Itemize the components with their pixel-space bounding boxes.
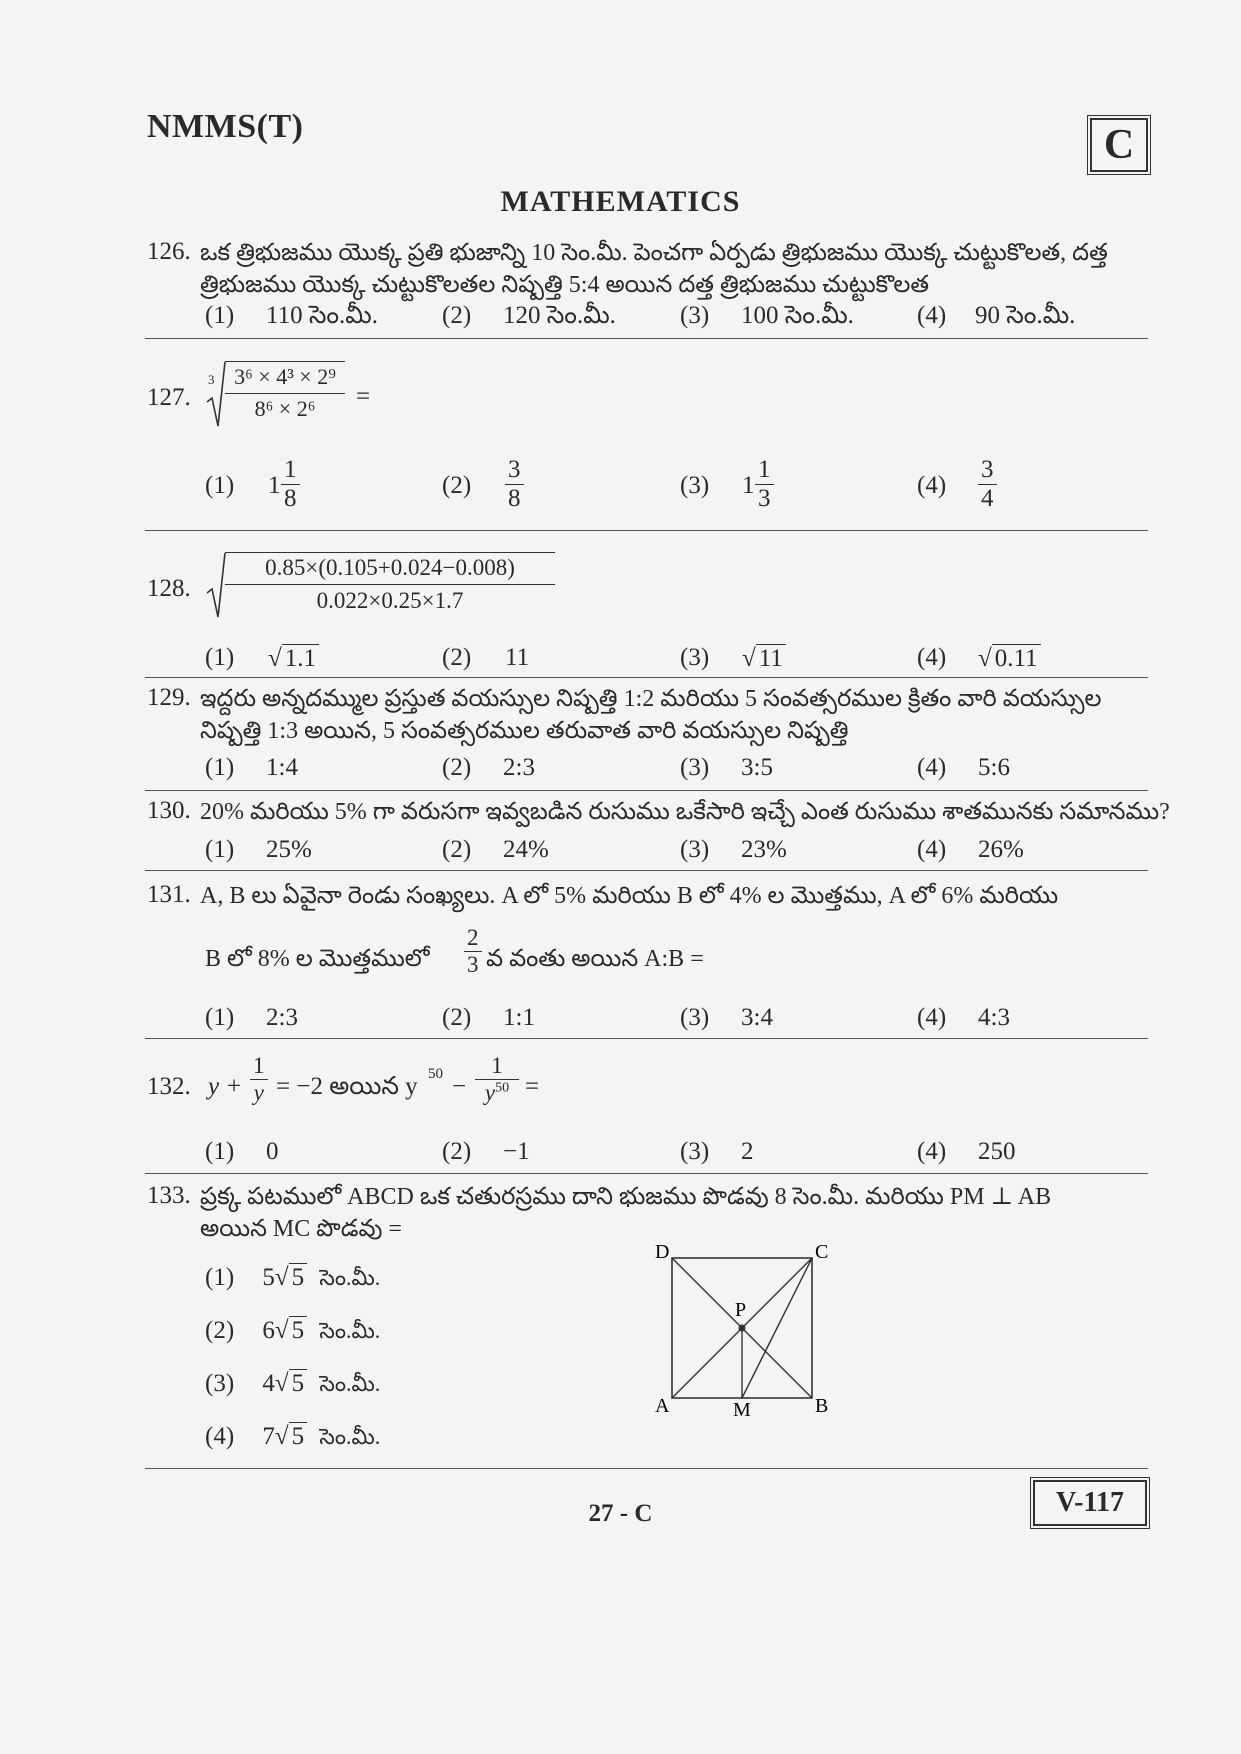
option-2: 1:1	[503, 1004, 535, 1031]
numerator: 1	[281, 456, 300, 485]
divider	[145, 677, 1148, 678]
label-b: B	[815, 1395, 829, 1417]
option-number: (2)	[442, 302, 472, 329]
label-a: A	[655, 1395, 670, 1417]
label-d: D	[655, 1241, 670, 1263]
label-p: P	[735, 1299, 747, 1321]
option-1: √ 1.1	[268, 644, 319, 673]
option-2: 11	[505, 644, 530, 671]
option-1: (1) 5√ 5 సెం.మీ.	[205, 1264, 381, 1291]
equals-sign: =	[356, 383, 371, 410]
question-number: 127.	[147, 384, 191, 411]
numerator: 0.85×(0.105+0.024−0.008)	[225, 553, 555, 585]
option-4: 5:6	[978, 754, 1010, 781]
radicand: 5	[289, 1422, 308, 1451]
booklet-code: V-117	[1033, 1480, 1147, 1526]
coefficient: 5	[262, 1264, 275, 1291]
numerator: 3	[978, 456, 997, 485]
radicand	[225, 361, 345, 422]
expression-part: y +	[208, 1073, 243, 1100]
divider	[145, 1468, 1148, 1469]
denominator: y	[253, 1080, 264, 1105]
unit: సెం.మీ.	[319, 1318, 381, 1343]
coefficient: 6	[262, 1317, 275, 1344]
question-text: A, B లు ఏవైనా రెండు సంఖ్యలు. A లో 5% మరియు B లో 4% ల మొత్తము, A లో 6% మరియు	[200, 883, 1059, 909]
divider	[145, 1038, 1148, 1039]
option-2: −1	[503, 1138, 530, 1165]
option-number: (2)	[205, 1317, 235, 1344]
option-1: 110 సెం.మీ.	[266, 302, 378, 329]
option-2: (2) 6√ 5 సెం.మీ.	[205, 1317, 381, 1344]
option-4: (4) 7√ 5 సెం.మీ.	[205, 1423, 381, 1450]
option-3: 23%	[741, 836, 787, 863]
option-number: (2)	[442, 1138, 472, 1165]
option-1: 2:3	[266, 1004, 298, 1031]
option-4: 26%	[978, 836, 1024, 863]
option-number: (1)	[205, 1264, 235, 1291]
question-number: 131.	[147, 881, 191, 908]
option-number: (2)	[442, 472, 472, 499]
option-number: (1)	[205, 754, 235, 781]
denominator: 8	[508, 485, 521, 512]
option-number: (3)	[680, 836, 710, 863]
option-1-whole: 1	[268, 472, 281, 499]
option-number: (1)	[205, 302, 235, 329]
radical-sign-icon	[206, 360, 226, 428]
unit: సెం.మీ.	[319, 1371, 381, 1396]
radicand: 11	[756, 644, 786, 673]
option-number: (2)	[442, 836, 472, 863]
option-number: (4)	[917, 836, 947, 863]
option-number: (1)	[205, 836, 235, 863]
radicand: 1.1	[282, 644, 319, 673]
option-number: (1)	[205, 644, 235, 671]
option-number: (3)	[680, 644, 710, 671]
question-number: 128.	[147, 575, 191, 602]
radicand: 5	[289, 1263, 308, 1292]
divider	[145, 1173, 1148, 1174]
option-number: (1)	[205, 472, 235, 499]
option-4: 4:3	[978, 1004, 1010, 1031]
question-text: B లో 8% ల మొత్తములో	[205, 946, 430, 972]
option-3: 3:5	[741, 754, 773, 781]
divider	[145, 530, 1148, 531]
coefficient: 4	[262, 1370, 275, 1397]
unit: సెం.మీ.	[319, 1424, 381, 1449]
radicand	[225, 552, 555, 614]
question-number: 126.	[147, 238, 191, 265]
option-3: √ 11	[742, 644, 786, 673]
option-number: (1)	[205, 1004, 235, 1031]
question-text: నిష్పత్తి 1:3 అయిన, 5 సంవత్సరముల తరువాత వారి వయస్సుల నిష్పత్తి	[200, 718, 849, 744]
option-3-fraction	[755, 456, 774, 513]
option-number: (3)	[680, 754, 710, 781]
option-number: (4)	[917, 644, 947, 671]
option-number: (4)	[917, 302, 947, 329]
subject-title: MATHEMATICS	[500, 185, 741, 218]
question-text: ఒక త్రిభుజము యొక్క ప్రతి భుజాన్ని 10 సెం.మీ. పెంచగా ఏర్పడు త్రిభుజము యొక్క చుట్టుకొలత, దత్త	[200, 240, 1108, 266]
question-number: 132.	[147, 1073, 191, 1100]
numerator: 3⁶ × 4³ × 2⁹	[225, 362, 345, 394]
option-number: (3)	[205, 1370, 235, 1397]
point-p	[739, 1325, 746, 1332]
question-number: 133.	[147, 1182, 191, 1209]
divider	[145, 790, 1148, 791]
exam-code: NMMS(T)	[147, 108, 304, 145]
square-diagram	[645, 1240, 845, 1420]
numerator: 2	[464, 925, 482, 952]
question-number: 129.	[147, 684, 191, 711]
option-number: (4)	[917, 472, 947, 499]
denominator: 4	[981, 485, 994, 512]
option-3: 2	[741, 1138, 754, 1165]
denominator: 8⁶ × 2⁶	[254, 396, 316, 421]
option-1: 1:4	[266, 754, 298, 781]
option-number: (2)	[442, 1004, 472, 1031]
unit: సెం.మీ.	[319, 1265, 381, 1290]
exponent: 50	[495, 1080, 510, 1096]
denominator: 3	[467, 952, 479, 977]
root-index: 3	[208, 372, 215, 387]
question-text: త్రిభుజము యొక్క చుట్టుకొలతల నిష్పత్తి 5:4 అయిన దత్త త్రిభుజము చుట్టుకొలత	[200, 272, 930, 298]
option-number: (2)	[442, 644, 472, 671]
fraction	[475, 1053, 519, 1106]
radicand: 0.11	[992, 644, 1041, 673]
option-number: (4)	[205, 1423, 235, 1450]
option-4: 90 సెం.మీ.	[975, 302, 1076, 329]
set-code-box: C	[1090, 118, 1148, 172]
denominator: 0.022×0.25×1.7	[316, 588, 464, 613]
option-2: 24%	[503, 836, 549, 863]
fraction	[464, 925, 482, 978]
numerator: 1	[250, 1053, 268, 1080]
option-number: (4)	[917, 1004, 947, 1031]
radicand: 5	[289, 1316, 308, 1345]
expression-part: = −2 అయిన y	[276, 1073, 418, 1100]
option-number: (4)	[917, 1138, 947, 1165]
numerator: 1	[755, 456, 774, 485]
question-text: వ వంతు అయిన A:B =	[486, 946, 704, 972]
option-number: (3)	[680, 302, 710, 329]
option-2: 120 సెం.మీ.	[503, 302, 616, 329]
option-3-whole: 1	[742, 472, 755, 499]
option-number: (3)	[680, 1004, 710, 1031]
option-number: (4)	[917, 754, 947, 781]
numerator: 1	[475, 1053, 519, 1080]
denominator: y	[484, 1080, 496, 1105]
question-number: 130.	[147, 797, 191, 824]
question-text: ప్రక్క పటములో ABCD ఒక చతురస్రము దాని భుజము పొడవు 8 సెం.మీ. మరియు PM ⊥ AB	[200, 1184, 1052, 1210]
denominator: 8	[284, 485, 297, 512]
option-1-fraction	[281, 456, 300, 513]
option-3: 3:4	[741, 1004, 773, 1031]
label-c: C	[815, 1241, 829, 1263]
question-text: ఇద్దరు అన్నదమ్ముల ప్రస్తుత వయస్సుల నిష్పత్తి 1:2 మరియు 5 సంవత్సరముల క్రితం వారి వయస్సుల	[200, 686, 1102, 712]
equals-sign: =	[525, 1073, 540, 1100]
numerator: 3	[505, 456, 524, 485]
coefficient: 7	[262, 1423, 275, 1450]
radicand: 5	[289, 1369, 308, 1398]
option-1: 25%	[266, 836, 312, 863]
denominator: 3	[758, 485, 771, 512]
option-number: (1)	[205, 1138, 235, 1165]
question-text: అయిన MC పొడవు =	[200, 1216, 402, 1242]
label-m: M	[733, 1399, 751, 1420]
option-2: 2:3	[503, 754, 535, 781]
option-number: (3)	[680, 472, 710, 499]
fraction	[250, 1053, 268, 1106]
question-text: 20% మరియు 5% గా వరుసగా ఇవ్వబడిన రుసుము ఒకేసారి ఇచ్చే ఎంత రుసుము శాతమునకు సమానము?	[200, 799, 1170, 825]
option-4: √ 0.11	[978, 644, 1041, 673]
option-1: 0	[266, 1138, 279, 1165]
option-4: 250	[978, 1138, 1016, 1165]
option-number: (3)	[680, 1138, 710, 1165]
segment-mc	[742, 1258, 812, 1398]
exponent: 50	[428, 1066, 443, 1082]
radical-sign-icon	[206, 551, 226, 619]
option-4-fraction	[978, 456, 997, 513]
option-number: (2)	[442, 754, 472, 781]
option-3: (3) 4√ 5 సెం.మీ.	[205, 1370, 381, 1397]
option-3: 100 సెం.మీ.	[741, 302, 854, 329]
page-number: 27 - C	[588, 1500, 653, 1527]
option-2-fraction	[505, 456, 524, 513]
divider	[145, 338, 1148, 339]
divider	[145, 870, 1148, 871]
denominator-wrap	[475, 1080, 519, 1106]
minus-sign: −	[452, 1073, 467, 1100]
